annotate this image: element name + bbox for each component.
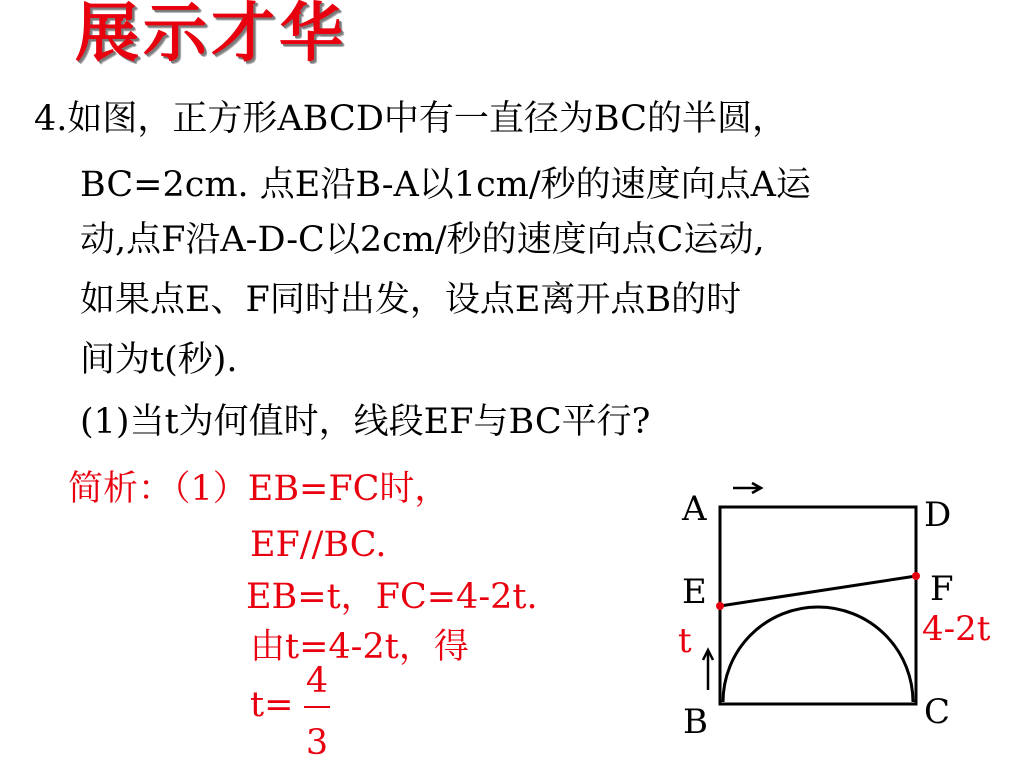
label-d: D <box>924 495 952 535</box>
label-a: A <box>682 489 707 529</box>
point-f <box>912 572 920 580</box>
analysis-line-1: 简析：（1）EB=FC时， <box>68 469 450 509</box>
label-f: F <box>930 569 954 609</box>
problem-line-1: 4.如图，正方形ABCD中有一直径为BC的半圆， <box>34 99 788 139</box>
fraction-denominator: 3 <box>305 723 329 763</box>
label-t: t <box>678 621 692 661</box>
semicircle <box>723 607 913 702</box>
problem-line-3: 动,点F沿A-D-C以2cm/秒的速度向点C运动, <box>80 220 765 260</box>
problem-line-4: 如果点E、F同时出发，设点E离开点B的时 <box>80 280 742 320</box>
label-b: B <box>683 702 708 742</box>
analysis-line-2: EF//BC. <box>250 525 387 565</box>
problem-line-2: BC=2cm. 点E沿B-A以1cm/秒的速度向点A运 <box>80 165 811 205</box>
problem-line-5: 间为t(秒). <box>80 340 238 380</box>
slide-title: 展示才华 <box>75 0 347 71</box>
analysis-line-4: 由t=4-2t，得 <box>250 627 469 667</box>
segment-ef <box>720 576 916 606</box>
analysis-line-3: EB=t，FC=4-2t. <box>246 577 538 617</box>
label-c: C <box>924 692 951 732</box>
point-e <box>716 602 724 610</box>
label-e: E <box>682 572 707 612</box>
label-4-2t: 4-2t <box>922 609 991 649</box>
problem-question: (1)当t为何值时，线段EF与BC平行? <box>80 402 651 442</box>
analysis-t-equals: t= <box>250 685 294 725</box>
fraction-numerator: 4 <box>305 661 329 701</box>
